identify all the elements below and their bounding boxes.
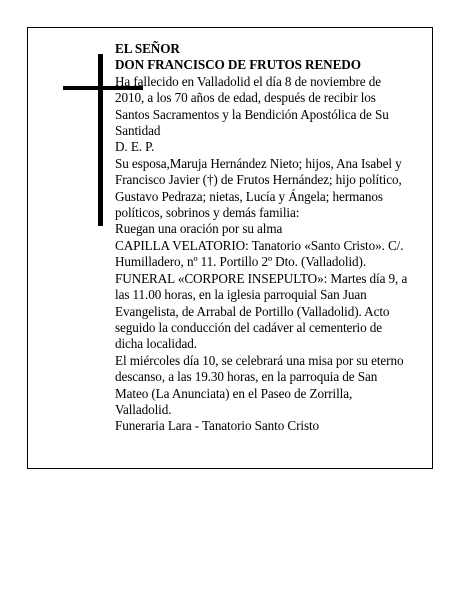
notice-line: 2010, a los 70 años de edad, después de recibir los <box>115 90 376 106</box>
obituary-notice <box>27 27 433 469</box>
notice-line: Su esposa,Maruja Hernández Nieto; hijos, Ana Isabel y <box>115 155 402 171</box>
notice-line: Gustavo Pedraza; nietas, Lucía y Ángela; hermanos <box>115 188 383 204</box>
notice-line: descanso, a las 19.30 horas, en la parroquia de San <box>115 369 378 385</box>
notice-line: políticos, sobrinos y demás familia: <box>115 205 300 221</box>
notice-line: Evangelista, de Arrabal de Portillo (Valladolid). Acto <box>115 303 390 319</box>
notice-line: Ruegan una oración por su alma <box>115 221 283 237</box>
notice-line: Valladolid. <box>115 401 172 417</box>
notice-line: Mateo (La Anunciata) en el Paseo de Zorrilla, <box>115 385 353 401</box>
notice-line: El miércoles día 10, se celebrará una misa por su eterno <box>115 352 404 368</box>
notice-line: las 11.00 horas, en la iglesia parroquial San Juan <box>115 287 367 303</box>
cross-vertical-bar <box>98 54 103 226</box>
notice-line: Francisco Javier (†) de Frutos Hernández; hijo político, <box>115 172 402 188</box>
notice-line: Santos Sacramentos y la Bendición Apostólica de Su <box>115 106 389 122</box>
notice-heading-title: EL SEÑOR <box>115 41 180 56</box>
notice-line: Santidad <box>115 123 161 139</box>
notice-line: dicha localidad. <box>115 336 197 352</box>
notice-line-funeral-home: Funeraria Lara - Tanatorio Santo Cristo <box>115 418 320 434</box>
notice-line: Humilladero, nº 11. Portillo 2º Dto. (Valladolid). <box>115 254 367 270</box>
notice-line: seguido la conducción del cadáver al cementerio de <box>115 319 383 335</box>
notice-line: CAPILLA VELATORIO: Tanatorio «Santo Cristo». C/. <box>115 237 404 253</box>
notice-line: Ha fallecido en Valladolid el día 8 de noviembre de <box>115 73 382 89</box>
notice-text <box>115 41 427 435</box>
notice-line: FUNERAL «CORPORE INSEPULTO»: Martes día 9, a <box>115 270 408 286</box>
notice-heading-name: DON FRANCISCO DE FRUTOS RENEDO <box>115 57 361 73</box>
notice-line-dep: D. E. P. <box>115 139 155 155</box>
